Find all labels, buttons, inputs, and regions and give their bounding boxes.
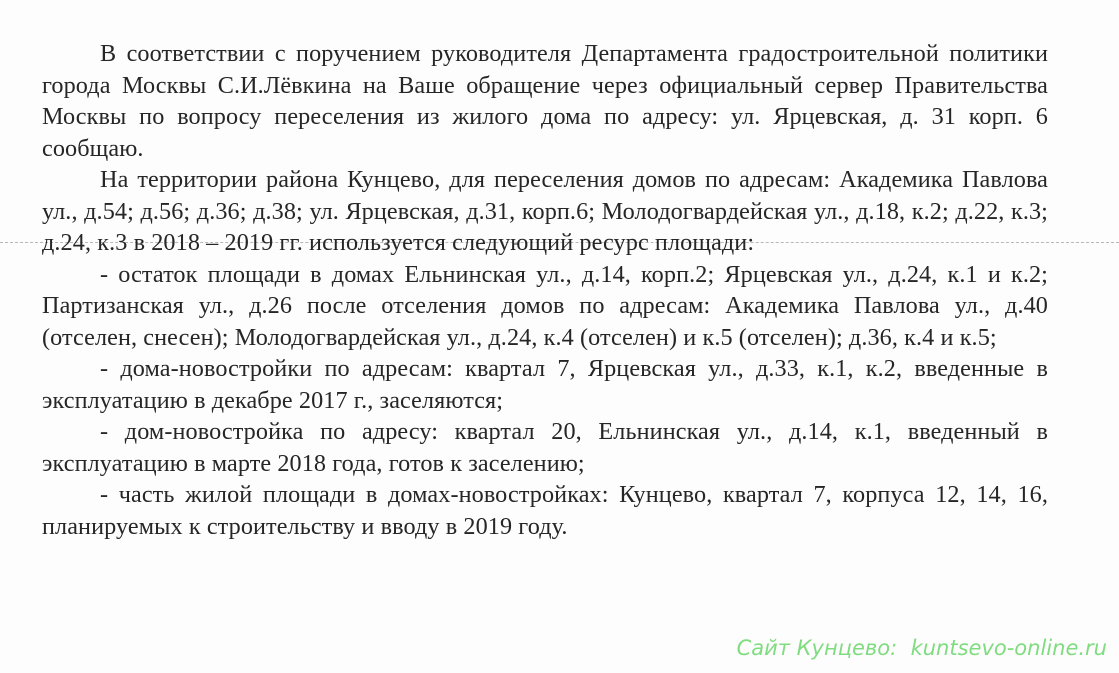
- paragraph-resettlement-resources: На территории района Кунцево, для переселения домов по адресам: Академика Павлова ул., д.54; д.56; д.36; д.38; ул. Ярцевская, д.31, корп.6; Молодогвардейская ул., д.18, к.2; д.22, к.3; д.24, к.3 в 2018 – 2019 гг. используется следующий ресурс площади:: [42, 166, 1048, 256]
- paragraph-new-building-quarter-20: - дом-новостройка по адресу: квартал 20, Ельнинская ул., д.14, к.1, введенный в эксплуатацию в марте 2018 года, готов к заселению;: [42, 418, 1048, 477]
- paragraph-remaining-area: - остаток площади в домах Ельнинская ул., д.14, корп.2; Ярцевская ул., д.24, к.1 и к.2; Партизанская ул., д.26 после отселения домов по адресам: Академика Павлова ул., д.40 (отселен, снесен); Молодогвардейская ул., д.24, к.4 (отселен) и к.5 (отселен); д.36, к.4 и к.5;: [42, 260, 1048, 351]
- paragraph-intro: В соответствии с поручением руководителя Департамента градостроительной политики города Москвы С.И.Лёвкина на Ваше обращение через официальный сервер Правительства Москвы по вопросу переселения из жилого дома по адресу: ул. Ярцевская, д. 31 корп. 6 сообщаю.: [42, 40, 1048, 162]
- letter-body: [42, 38, 1048, 542]
- cropped-next-line: [98, 616, 398, 622]
- paragraph-new-buildings-quarter-7: - дома-новостройки по адресам: квартал 7, Ярцевская ул., д.33, к.1, к.2, введенные в эксплуатацию в декабре 2017 г., заселяются;: [42, 355, 1048, 414]
- paragraph-planned-buildings: - часть жилой площади в домах-новостройках: Кунцево, квартал 7, корпуса 12, 14, 16, планируемых к строительству и вводу в 2019 году.: [42, 481, 1048, 540]
- site-watermark: Сайт Кунцево: kuntsevo-online.ru: [736, 636, 1107, 660]
